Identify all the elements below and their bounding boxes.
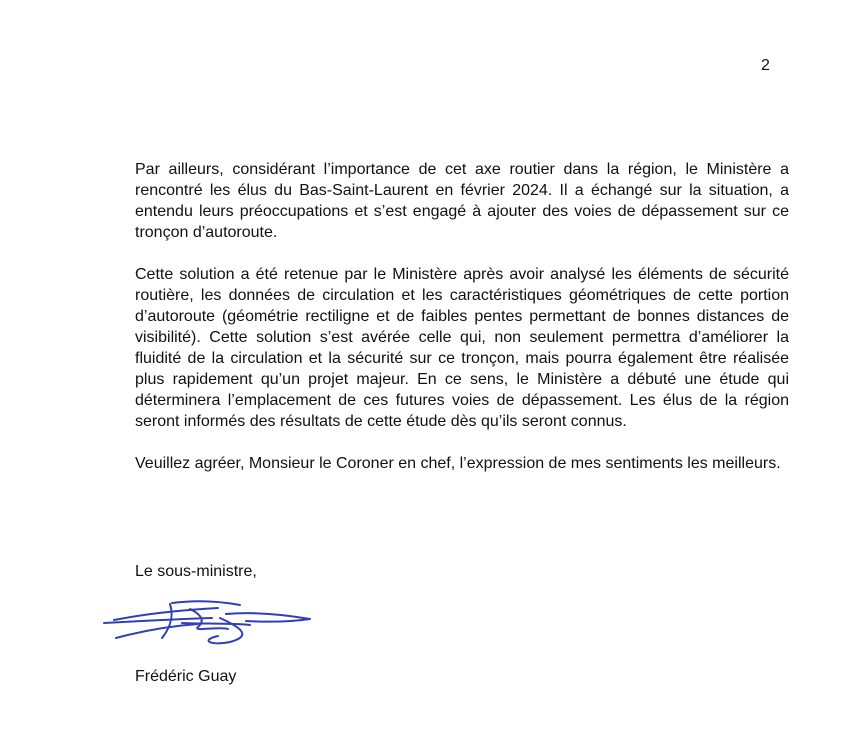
letter-body [135,159,789,474]
closing-title: Le sous-ministre, [135,563,257,580]
handwritten-signature [100,596,320,648]
paragraph-context: Par ailleurs, considérant l’importance de cet axe routier dans la région, le Ministère a rencontré les élus du Bas-Saint-Laurent en février 2024. Il a échangé sur la situation, a entendu leurs préoccupations et s’est engagé à ajouter des voies de dépassement sur ce tronçon d’autoroute. [135,161,789,241]
paragraph-solution: Cette solution a été retenue par le Ministère après avoir analysé les éléments de sécurité routière, les données de circulation et les caractéristiques géométriques de cette portion d’autoroute (géométrie rectiligne et de faibles pentes permettant de bonnes distances de visibilité). Cette solution s’est avérée celle qui, non seulement permettra d’améliorer la fluidité de la circulation et la sécurité sur ce tronçon, mais pourra également être réalisée plus rapidement qu’un projet majeur. En ce sens, le Ministère a débuté une étude qui déterminera l’emplacement de ces futures voies de dépassement. Les élus de la région seront informés des résultats de cette étude dès qu’ils seront connus. [135,266,789,430]
paragraph-salutation: Veuillez agréer, Monsieur le Coroner en chef, l’expression de mes sentiments les meilleurs. [135,455,781,472]
signatory-name: Frédéric Guay [135,668,237,685]
page-number: 2 [761,57,770,74]
